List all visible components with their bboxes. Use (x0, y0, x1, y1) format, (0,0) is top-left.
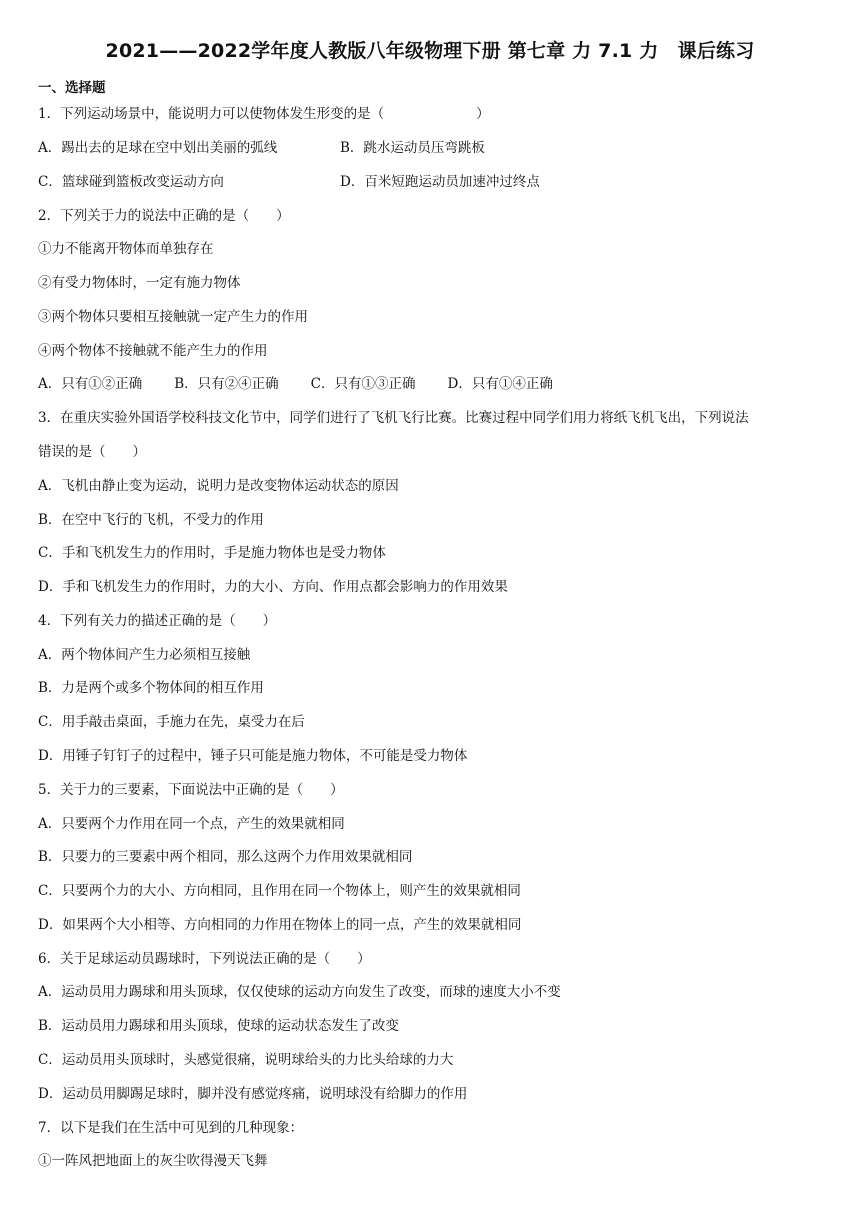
question-1-option-c: C．篮球碰到篮板改变运动方向 (38, 174, 224, 190)
question-1-option-b: B．跳水运动员压弯跳板 (340, 140, 485, 156)
question-3-stem-line-2: 错误的是（ ） (38, 444, 146, 460)
question-2-stem: 2．下列关于力的说法中正确的是（ ） (38, 208, 290, 224)
question-6-option-a: A．运动员用力踢球和用头顶球，仅仅使球的运动方向发生了改变，而球的速度大小不变 (38, 984, 561, 1000)
page-title: 2021——2022学年度人教版八年级物理下册 第七章 力 7.1 力 课后练习 (105, 40, 755, 62)
question-3-option-b: B．在空中飞行的飞机，不受力的作用 (38, 512, 264, 528)
question-6-stem: 6．关于足球运动员踢球时，下列说法正确的是（ ） (38, 951, 371, 967)
question-5-option-d: D．如果两个大小相等、方向相同的力作用在物体上的同一点，产生的效果就相同 (38, 917, 522, 933)
question-5-option-b: B．只要力的三要素中两个相同，那么这两个力作用效果就相同 (38, 849, 413, 865)
question-6-option-d: D．运动员用脚踢足球时，脚并没有感觉疼痛，说明球没有给脚力的作用 (38, 1086, 468, 1102)
question-4-option-b: B．力是两个或多个物体间的相互作用 (38, 680, 264, 696)
question-6-option-b: B．运动员用力踢球和用头顶球，使球的运动状态发生了改变 (38, 1018, 399, 1034)
question-3-stem-line-1: 3．在重庆实验外国语学校科技文化节中，同学们进行了飞机飞行比赛。比赛过程中同学们用力将纸飞机飞出，下列说法 (38, 410, 749, 426)
question-2-option-c: C．只有①③正确 (310, 376, 416, 392)
question-4-option-a: A．两个物体间产生力必须相互接触 (38, 647, 251, 663)
question-1-stem: 1．下列运动场景中，能说明力可以使物体发生形变的是（ ） (38, 106, 490, 122)
section-heading: 一、选择题 (38, 80, 106, 96)
question-7-stem: 7．以下是我们在生活中可见到的几种现象： (38, 1120, 304, 1136)
question-1-option-d: D．百米短跑运动员加速冲过终点 (340, 174, 540, 190)
question-5-stem: 5．关于力的三要素，下面说法中正确的是（ ） (38, 782, 344, 798)
question-2-option-b: B．只有②④正确 (174, 376, 279, 392)
question-5-option-a: A．只要两个力作用在同一个点，产生的效果就相同 (38, 816, 345, 832)
question-4-option-d: D．用锤子钉钉子的过程中，锤子只可能是施力物体，不可能是受力物体 (38, 748, 468, 764)
question-2-option-d: D．只有①④正确 (447, 376, 553, 392)
question-6-option-c: C．运动员用头顶球时，头感觉很痛，说明球给头的力比头给球的力大 (38, 1052, 454, 1068)
question-1-option-a: A．踢出去的足球在空中划出美丽的弧线 (38, 140, 278, 156)
question-2-option-a: A．只有①②正确 (38, 376, 143, 392)
question-4-stem: 4．下列有关力的描述正确的是（ ） (38, 613, 277, 629)
question-5-option-c: C．只要两个力的大小、方向相同，且作用在同一个物体上，则产生的效果就相同 (38, 883, 521, 899)
question-2-statement-1: ①力不能离开物体而单独存在 (38, 241, 214, 257)
question-3-option-c: C．手和飞机发生力的作用时，手是施力物体也是受力物体 (38, 545, 386, 561)
question-2-statement-3: ③两个物体只要相互接触就一定产生力的作用 (38, 309, 308, 325)
question-4-option-c: C．用手敲击桌面，手施力在先，桌受力在后 (38, 714, 305, 730)
question-3-option-a: A．飞机由静止变为运动，说明力是改变物体运动状态的原因 (38, 478, 399, 494)
question-7-statement-1: ①一阵风把地面上的灰尘吹得漫天飞舞 (38, 1153, 268, 1169)
question-2-options (38, 374, 553, 394)
question-2-statement-2: ②有受力物体时，一定有施力物体 (38, 275, 241, 291)
question-3-option-d: D．手和飞机发生力的作用时，力的大小、方向、作用点都会影响力的作用效果 (38, 579, 508, 595)
question-2-statement-4: ④两个物体不接触就不能产生力的作用 (38, 343, 268, 359)
